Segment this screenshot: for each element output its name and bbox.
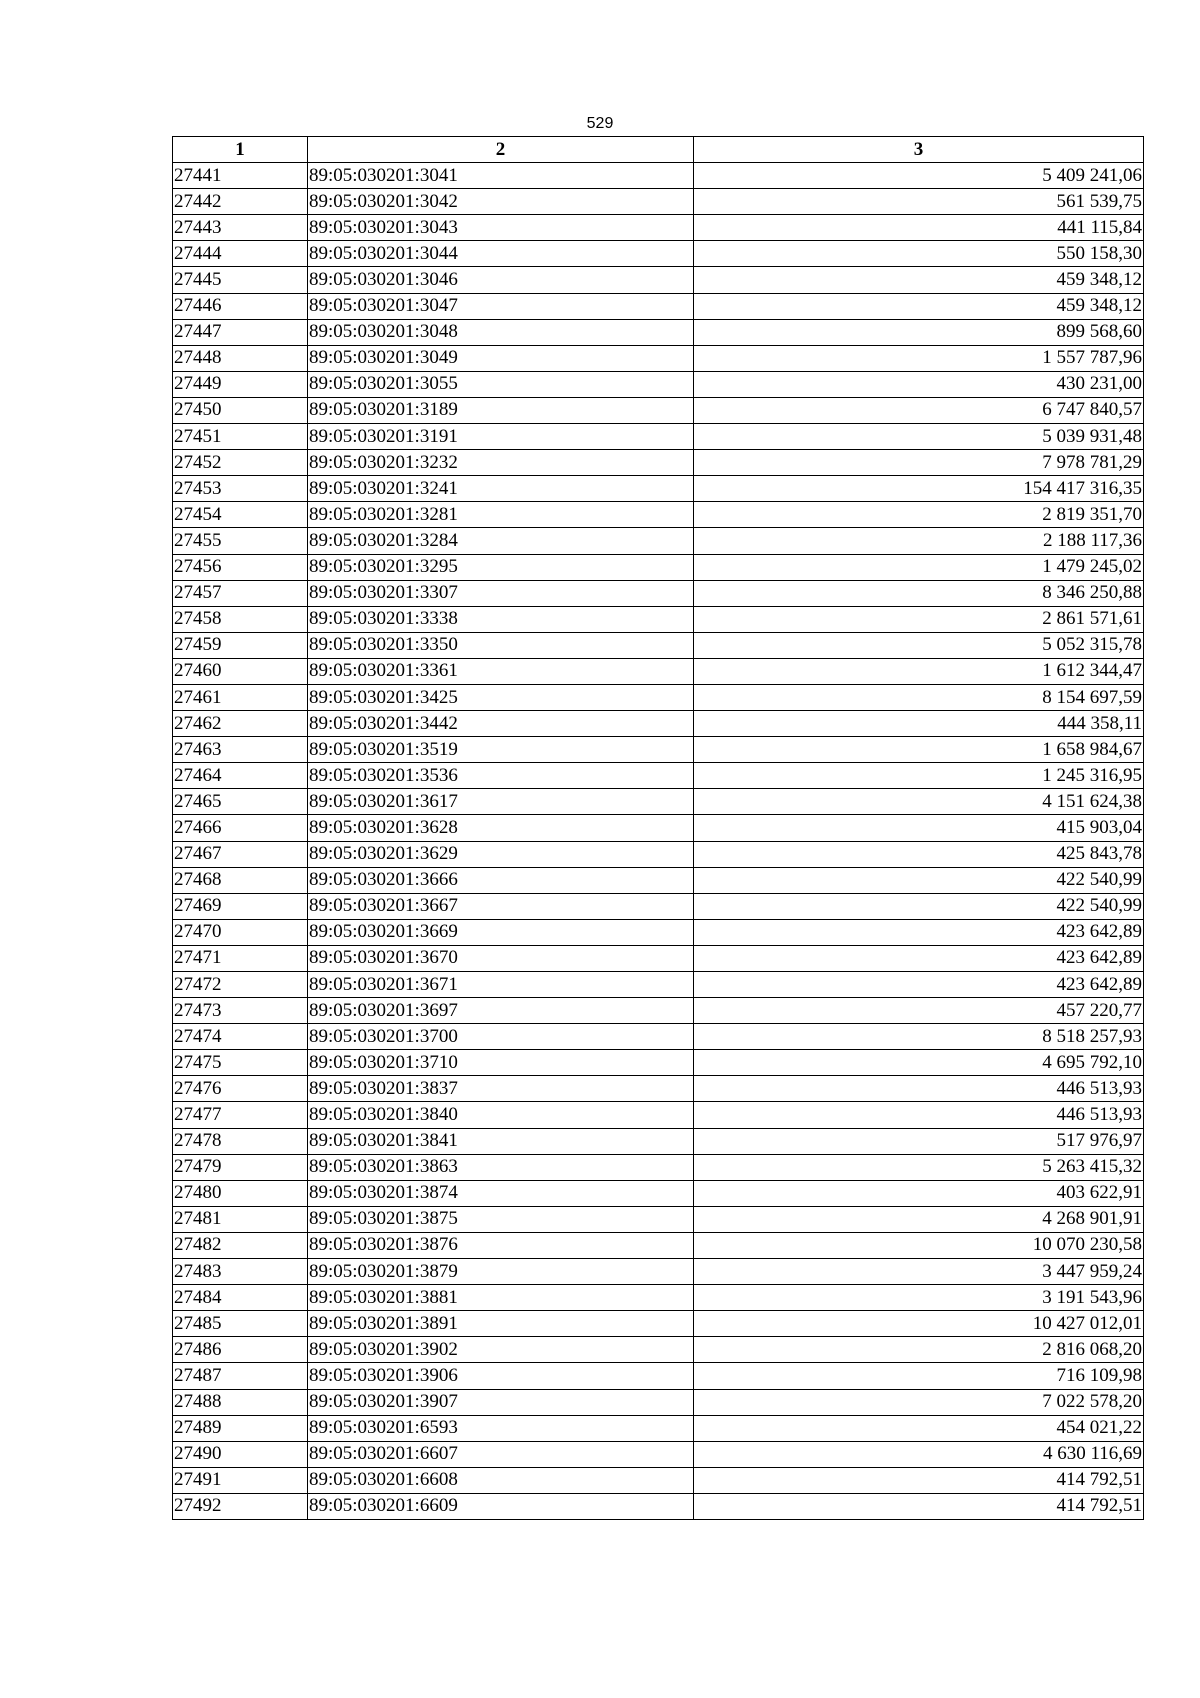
row-number-cell: 27443 [173, 215, 308, 241]
cadastral-number-cell: 89:05:030201:3670 [308, 945, 694, 971]
table-row [173, 528, 1144, 554]
cadastral-number-cell: 89:05:030201:3307 [308, 580, 694, 606]
table-row [173, 658, 1144, 684]
row-number-cell: 27451 [173, 424, 308, 450]
page-number: 529 [586, 115, 614, 132]
row-number-cell: 27457 [173, 580, 308, 606]
table-row [173, 189, 1144, 215]
table-row [173, 1050, 1144, 1076]
column-header-cadastral-number: 2 [308, 137, 694, 163]
row-number-cell: 27477 [173, 1102, 308, 1128]
table-row [173, 919, 1144, 945]
cadastral-number-cell: 89:05:030201:6609 [308, 1493, 694, 1519]
column-header-cadastral-value: 3 [694, 137, 1144, 163]
table-row [173, 789, 1144, 815]
row-number-cell: 27475 [173, 1050, 308, 1076]
cadastral-value-cell: 550 158,30 [694, 241, 1144, 267]
cadastral-value-cell: 5 409 241,06 [694, 163, 1144, 189]
cadastral-number-cell: 89:05:030201:3232 [308, 450, 694, 476]
cadastral-number-cell: 89:05:030201:3840 [308, 1102, 694, 1128]
row-number-cell: 27456 [173, 554, 308, 580]
row-number-cell: 27479 [173, 1154, 308, 1180]
cadastral-value-cell: 414 792,51 [694, 1467, 1144, 1493]
table-row [173, 1363, 1144, 1389]
cadastral-number-cell: 89:05:030201:3425 [308, 684, 694, 710]
table-row [173, 1337, 1144, 1363]
cadastral-value-cell: 423 642,89 [694, 945, 1144, 971]
table-row [173, 763, 1144, 789]
cadastral-value-cell: 430 231,00 [694, 371, 1144, 397]
row-number-cell: 27471 [173, 945, 308, 971]
table-body [173, 163, 1144, 1520]
row-number-cell: 27482 [173, 1232, 308, 1258]
cadastral-value-cell: 441 115,84 [694, 215, 1144, 241]
cadastral-number-cell: 89:05:030201:3875 [308, 1206, 694, 1232]
table-row [173, 476, 1144, 502]
cadastral-number-cell: 89:05:030201:3042 [308, 189, 694, 215]
row-number-cell: 27484 [173, 1285, 308, 1311]
cadastral-number-cell: 89:05:030201:3047 [308, 293, 694, 319]
table-row [173, 998, 1144, 1024]
column-header-number: 1 [173, 137, 308, 163]
cadastral-number-cell: 89:05:030201:3863 [308, 1154, 694, 1180]
cadastral-value-cell: 415 903,04 [694, 815, 1144, 841]
table-row [173, 1415, 1144, 1441]
table-row [173, 1024, 1144, 1050]
cadastral-number-cell: 89:05:030201:3671 [308, 972, 694, 998]
cadastral-number-cell: 89:05:030201:3617 [308, 789, 694, 815]
cadastral-value-cell: 2 861 571,61 [694, 606, 1144, 632]
cadastral-value-cell: 2 819 351,70 [694, 502, 1144, 528]
row-number-cell: 27489 [173, 1415, 308, 1441]
cadastral-number-cell: 89:05:030201:3338 [308, 606, 694, 632]
table-row [173, 841, 1144, 867]
table-row [173, 1259, 1144, 1285]
cadastral-value-cell: 1 612 344,47 [694, 658, 1144, 684]
cadastral-value-cell: 8 154 697,59 [694, 684, 1144, 710]
table-row [173, 632, 1144, 658]
cadastral-value-cell: 444 358,11 [694, 711, 1144, 737]
cadastral-number-cell: 89:05:030201:3191 [308, 424, 694, 450]
row-number-cell: 27468 [173, 867, 308, 893]
row-number-cell: 27450 [173, 397, 308, 423]
cadastral-value-cell: 3 191 543,96 [694, 1285, 1144, 1311]
cadastral-value-cell: 2 188 117,36 [694, 528, 1144, 554]
cadastral-number-cell: 89:05:030201:3442 [308, 711, 694, 737]
cadastral-value-cell: 422 540,99 [694, 867, 1144, 893]
cadastral-value-cell: 716 109,98 [694, 1363, 1144, 1389]
cadastral-number-cell: 89:05:030201:3891 [308, 1311, 694, 1337]
cadastral-number-cell: 89:05:030201:3043 [308, 215, 694, 241]
row-number-cell: 27476 [173, 1076, 308, 1102]
cadastral-number-cell: 89:05:030201:3628 [308, 815, 694, 841]
table-header-row [173, 137, 1144, 163]
row-number-cell: 27462 [173, 711, 308, 737]
table-row [173, 345, 1144, 371]
cadastral-number-cell: 89:05:030201:3189 [308, 397, 694, 423]
cadastral-number-cell: 89:05:030201:3629 [308, 841, 694, 867]
cadastral-number-cell: 89:05:030201:3700 [308, 1024, 694, 1050]
cadastral-value-cell: 425 843,78 [694, 841, 1144, 867]
cadastral-number-cell: 89:05:030201:3874 [308, 1180, 694, 1206]
table-row [173, 371, 1144, 397]
cadastral-value-cell: 517 976,97 [694, 1128, 1144, 1154]
row-number-cell: 27467 [173, 841, 308, 867]
cadastral-number-cell: 89:05:030201:3907 [308, 1389, 694, 1415]
row-number-cell: 27478 [173, 1128, 308, 1154]
cadastral-value-cell: 423 642,89 [694, 919, 1144, 945]
cadastral-value-cell: 4 695 792,10 [694, 1050, 1144, 1076]
row-number-cell: 27485 [173, 1311, 308, 1337]
row-number-cell: 27461 [173, 684, 308, 710]
cadastral-value-cell: 423 642,89 [694, 972, 1144, 998]
cadastral-value-cell: 4 268 901,91 [694, 1206, 1144, 1232]
cadastral-value-cell: 8 518 257,93 [694, 1024, 1144, 1050]
cadastral-number-cell: 89:05:030201:3710 [308, 1050, 694, 1076]
table-row [173, 606, 1144, 632]
row-number-cell: 27463 [173, 737, 308, 763]
cadastral-value-cell: 1 557 787,96 [694, 345, 1144, 371]
cadastral-value-cell: 7 022 578,20 [694, 1389, 1144, 1415]
table-row [173, 1154, 1144, 1180]
cadastral-value-cell: 5 052 315,78 [694, 632, 1144, 658]
cadastral-value-cell: 7 978 781,29 [694, 450, 1144, 476]
table-row [173, 1285, 1144, 1311]
cadastral-value-cell: 154 417 316,35 [694, 476, 1144, 502]
row-number-cell: 27458 [173, 606, 308, 632]
table-row [173, 1076, 1144, 1102]
table-row [173, 1206, 1144, 1232]
table-row [173, 267, 1144, 293]
cadastral-value-cell: 4 630 116,69 [694, 1441, 1144, 1467]
row-number-cell: 27472 [173, 972, 308, 998]
table-row [173, 450, 1144, 476]
table-row [173, 163, 1144, 189]
cadastral-number-cell: 89:05:030201:3281 [308, 502, 694, 528]
table-row [173, 815, 1144, 841]
cadastral-number-cell: 89:05:030201:3361 [308, 658, 694, 684]
table-row [173, 1128, 1144, 1154]
cadastral-number-cell: 89:05:030201:3049 [308, 345, 694, 371]
cadastral-value-cell: 446 513,93 [694, 1102, 1144, 1128]
row-number-cell: 27464 [173, 763, 308, 789]
row-number-cell: 27459 [173, 632, 308, 658]
cadastral-number-cell: 89:05:030201:3350 [308, 632, 694, 658]
table-row [173, 1493, 1144, 1519]
row-number-cell: 27460 [173, 658, 308, 684]
cadastral-number-cell: 89:05:030201:3048 [308, 319, 694, 345]
cadastral-value-cell: 10 070 230,58 [694, 1232, 1144, 1258]
table-row [173, 737, 1144, 763]
row-number-cell: 27492 [173, 1493, 308, 1519]
cadastral-number-cell: 89:05:030201:3697 [308, 998, 694, 1024]
cadastral-number-cell: 89:05:030201:3837 [308, 1076, 694, 1102]
cadastral-number-cell: 89:05:030201:3906 [308, 1363, 694, 1389]
cadastral-number-cell: 89:05:030201:3046 [308, 267, 694, 293]
cadastral-number-cell: 89:05:030201:3841 [308, 1128, 694, 1154]
cadastral-number-cell: 89:05:030201:3055 [308, 371, 694, 397]
row-number-cell: 27445 [173, 267, 308, 293]
table-row [173, 1467, 1144, 1493]
cadastral-value-table [172, 136, 1144, 1520]
table-row [173, 711, 1144, 737]
row-number-cell: 27465 [173, 789, 308, 815]
cadastral-value-cell: 561 539,75 [694, 189, 1144, 215]
cadastral-number-cell: 89:05:030201:3041 [308, 163, 694, 189]
cadastral-value-cell: 1 479 245,02 [694, 554, 1144, 580]
table-row [173, 215, 1144, 241]
table-row [173, 319, 1144, 345]
cadastral-number-cell: 89:05:030201:3881 [308, 1285, 694, 1311]
row-number-cell: 27452 [173, 450, 308, 476]
row-number-cell: 27473 [173, 998, 308, 1024]
cadastral-value-cell: 5 263 415,32 [694, 1154, 1144, 1180]
table-row [173, 1441, 1144, 1467]
cadastral-number-cell: 89:05:030201:3667 [308, 893, 694, 919]
cadastral-value-cell: 8 346 250,88 [694, 580, 1144, 606]
cadastral-value-cell: 3 447 959,24 [694, 1259, 1144, 1285]
row-number-cell: 27444 [173, 241, 308, 267]
cadastral-value-cell: 454 021,22 [694, 1415, 1144, 1441]
cadastral-number-cell: 89:05:030201:3879 [308, 1259, 694, 1285]
table-row [173, 580, 1144, 606]
row-number-cell: 27490 [173, 1441, 308, 1467]
table-row [173, 1180, 1144, 1206]
cadastral-number-cell: 89:05:030201:3876 [308, 1232, 694, 1258]
table-row [173, 241, 1144, 267]
cadastral-value-cell: 459 348,12 [694, 293, 1144, 319]
table-row [173, 1311, 1144, 1337]
row-number-cell: 27455 [173, 528, 308, 554]
row-number-cell: 27448 [173, 345, 308, 371]
cadastral-number-cell: 89:05:030201:6607 [308, 1441, 694, 1467]
table-row [173, 1389, 1144, 1415]
table-row [173, 502, 1144, 528]
table-row [173, 424, 1144, 450]
row-number-cell: 27453 [173, 476, 308, 502]
row-number-cell: 27442 [173, 189, 308, 215]
table-row [173, 1232, 1144, 1258]
cadastral-value-cell: 4 151 624,38 [694, 789, 1144, 815]
cadastral-number-cell: 89:05:030201:3519 [308, 737, 694, 763]
row-number-cell: 27488 [173, 1389, 308, 1415]
cadastral-value-cell: 403 622,91 [694, 1180, 1144, 1206]
row-number-cell: 27466 [173, 815, 308, 841]
row-number-cell: 27474 [173, 1024, 308, 1050]
table-row [173, 972, 1144, 998]
row-number-cell: 27441 [173, 163, 308, 189]
cadastral-value-cell: 414 792,51 [694, 1493, 1144, 1519]
row-number-cell: 27486 [173, 1337, 308, 1363]
cadastral-value-cell: 1 245 316,95 [694, 763, 1144, 789]
row-number-cell: 27469 [173, 893, 308, 919]
table-row [173, 293, 1144, 319]
row-number-cell: 27446 [173, 293, 308, 319]
row-number-cell: 27491 [173, 1467, 308, 1493]
cadastral-number-cell: 89:05:030201:6608 [308, 1467, 694, 1493]
cadastral-number-cell: 89:05:030201:3536 [308, 763, 694, 789]
cadastral-number-cell: 89:05:030201:3295 [308, 554, 694, 580]
cadastral-value-cell: 457 220,77 [694, 998, 1144, 1024]
row-number-cell: 27487 [173, 1363, 308, 1389]
cadastral-number-cell: 89:05:030201:3666 [308, 867, 694, 893]
table-row [173, 397, 1144, 423]
cadastral-number-cell: 89:05:030201:6593 [308, 1415, 694, 1441]
cadastral-number-cell: 89:05:030201:3241 [308, 476, 694, 502]
cadastral-value-cell: 422 540,99 [694, 893, 1144, 919]
table-row [173, 867, 1144, 893]
row-number-cell: 27480 [173, 1180, 308, 1206]
cadastral-number-cell: 89:05:030201:3902 [308, 1337, 694, 1363]
row-number-cell: 27447 [173, 319, 308, 345]
cadastral-value-cell: 10 427 012,01 [694, 1311, 1144, 1337]
row-number-cell: 27470 [173, 919, 308, 945]
cadastral-value-cell: 1 658 984,67 [694, 737, 1144, 763]
row-number-cell: 27483 [173, 1259, 308, 1285]
row-number-cell: 27449 [173, 371, 308, 397]
cadastral-value-cell: 2 816 068,20 [694, 1337, 1144, 1363]
cadastral-value-cell: 5 039 931,48 [694, 424, 1144, 450]
cadastral-value-cell: 459 348,12 [694, 267, 1144, 293]
cadastral-value-cell: 446 513,93 [694, 1076, 1144, 1102]
table-row [173, 893, 1144, 919]
table-row [173, 684, 1144, 710]
table-row [173, 945, 1144, 971]
cadastral-value-cell: 6 747 840,57 [694, 397, 1144, 423]
cadastral-value-cell: 899 568,60 [694, 319, 1144, 345]
row-number-cell: 27481 [173, 1206, 308, 1232]
cadastral-number-cell: 89:05:030201:3044 [308, 241, 694, 267]
cadastral-number-cell: 89:05:030201:3669 [308, 919, 694, 945]
table-row [173, 1102, 1144, 1128]
table-row [173, 554, 1144, 580]
row-number-cell: 27454 [173, 502, 308, 528]
cadastral-number-cell: 89:05:030201:3284 [308, 528, 694, 554]
